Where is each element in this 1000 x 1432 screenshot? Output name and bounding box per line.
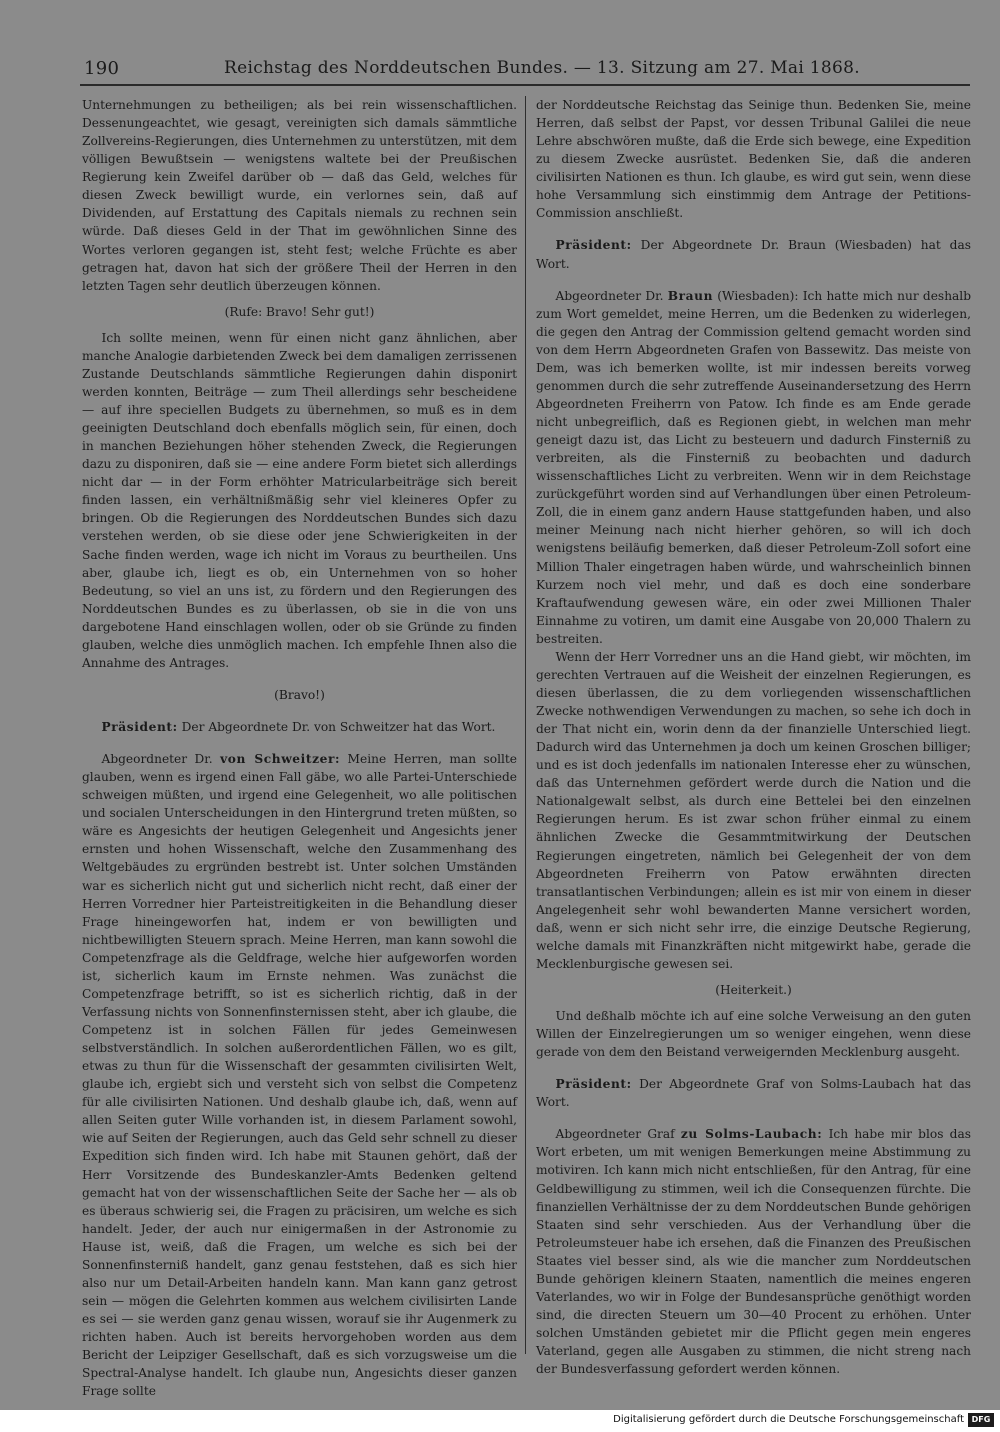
header-rule xyxy=(80,84,970,86)
speech-text: Meine Herren, man sollte glauben, wenn es irgend einen Fall gäbe, wo alle Partei-Unterschiede schweigen müßten, und irgend eine Gelegenheit, wo alle politischen und socialen Unterscheidungen in den Hintergrund treten müßten, so wäre es Angesichts der heutigen Gelegenheit und Angesichts jener ernsten und hohen Wissenschaft, welche den Zusammenhang des Weltgebäudes zu ergründen bestrebt ist. Unter solchen Umständen war es sicherlich nicht gut und sicherlich nicht recht, daß einer der Herren Vorredner hier Parteistreitigkeiten in die Behandlung dieser Frage hineingeworfen hat, indem er von bewilligten und nichtbewilligten Steuern sprach. Meine Herren, man kann sowohl die Competenzfrage als die Geldfrage, welche hier aufgeworfen worden ist, sicherlich kaum im Ernste nehmen. Was zunächst die Competenzfrage betrifft, so ist es sicherlich richtig, daß in der Verfassung nichts von Sonnenfinsternissen steht, aber ich glaube, die Competenz ist in solchen Fällen für jedes Gemeinwesen selbstverständlich. In solchen außerordentlichen Fällen, wo es gilt, etwas zu thun für die Wissenschaft der gesammten civilisirten Welt, glaube ich, ergiebt sich und versteht sich von selbst die Competenz für alle civilisirten Nationen. Und deshalb glaube ich, daß, wenn auf allen Seiten guter Wille vorhanden ist, in diesem Parlament sowohl, wie auf Seiten der Regierungen, auch das Geld sehr schnell zu dieser Expedition sich finden wird. Ich habe mit Staunen gehört, daß der Herr Vorsitzende des Bundeskanzler-Amts Bedenken geltend gemacht hat von der wissenschaftlichen Seite der Sache her — als ob es überaus schwierig sei, die Fragen zu präcisiren, um welche es sich handelt. Jeder, der auch nur einigermaßen in der Astronomie zu Hause ist, weiß, daß die Fragen, um welche es sich bei der Sonnenfinsterniß handelt, ganz genau feststehen, daß es sich hier also nur um Detail-Arbeiten handeln kann. Man kann ganz getrost sein — mögen die Gelehrten kommen aus welchem civilisirten Lande es sei — sie werden ganz genau wissen, worauf sie ihr Augenmerk zu richten haben. Auch ist bereits hervorgehoben worden aus dem Bericht der Leipziger Gesellschaft, daß es sich vorzugsweise um die Spectral-Analyse handelt. Ich glaube nun, Angesichts dieser ganzen Frage sollte xyxy=(82,752,518,1399)
speaker-name: zu Solms-Laubach: xyxy=(680,1127,823,1142)
president-announcement xyxy=(536,236,971,272)
interjection: (Heiterkeit.) xyxy=(715,982,792,997)
footer-credit: Digitalisierung gefördert durch die Deutsche Forschungsgemeinschaft xyxy=(613,1414,964,1425)
speaker-label: Präsident: xyxy=(101,720,178,734)
announcement-text: Der Abgeordnete Graf von Solms-Laubach hat das Wort. xyxy=(536,1077,971,1110)
speaker-intro: Abgeordneter Graf xyxy=(555,1127,675,1142)
president-announcement xyxy=(536,1075,971,1111)
speech-paragraph xyxy=(82,750,517,1400)
interjection: (Bravo!) xyxy=(274,687,325,702)
header-title: Reichstag des Norddeutschen Bundes. — 13. Sitzung am 27. Mai 1868. xyxy=(224,58,860,78)
dfg-logo-icon: DFG xyxy=(968,1413,994,1427)
paragraph: Wenn der Herr Vorredner uns an die Hand giebt, wir möchten, im gerechten Vertrauen auf die Weisheit der einzelnen Regierungen, es diesen überlassen, die zu dem vorliegenden wissenschaftlichen Zwecke nothwendigen Verwendungen zu machen, so sehe ich doch in der That nicht ein, worin denn da der finanzielle Unterschied liegt. Dadurch wird das Unternehmen ja doch um keinen Groschen billiger; und es ist doch jedenfalls im nationalen Interesse eher zu wünschen, daß das Unternehmen gefördert werde durch die Nation und die Nationalgewalt selbst, als durch eine Bettelei bei den einzelnen Regierungen herum. Es ist zwar schon früher einmal zu einem ähnlichen Zwecke die Gesammtmitwirkung der Deutschen Regierungen eingetreten, nämlich bei Gelegenheit der von dem Abgeordneten Freiherrn von Patow erwähnten directen transatlantischen Verbindungen; allein es ist mir von einem in dieser Angelegenheit sehr wohl bewanderten Manne versichert worden, daß, wenn er sich nicht sehr irre, die einzige Deutsche Regierung, welche damals mit Finanzkräften nicht mitgewirkt habe, gerade die Mecklenburgische gewesen sei. xyxy=(536,649,971,971)
interjection: (Rufe: Bravo! Sehr gut!) xyxy=(224,304,375,319)
announcement-text: Der Abgeordnete Dr. von Schweitzer hat das Wort. xyxy=(181,720,496,734)
speaker-label: Präsident: xyxy=(555,238,632,253)
column-divider xyxy=(525,96,526,1354)
paragraph: Und deßhalb möchte ich auf eine solche Verweisung an den guten Willen der Einzelregierungen um so weniger eingehen, wenn diese gerade von dem den Beistand verweigernden Mecklenburg ausgeht. xyxy=(536,1009,971,1060)
right-column xyxy=(536,96,971,1378)
speaker-intro: Abgeordneter Dr. xyxy=(555,288,664,303)
speaker-label: Präsident: xyxy=(555,1077,632,1092)
speech-paragraph xyxy=(536,287,971,648)
speech-paragraph xyxy=(536,1125,971,1378)
footer-bar xyxy=(0,1410,1000,1432)
president-announcement xyxy=(82,718,517,736)
page-number: 190 xyxy=(84,58,120,79)
speech-text: (Wiesbaden): Ich hatte mich nur deshalb zum Wort gemeldet, meine Herren, um die Bedenken zu widerlegen, die gegen den Antrag der Commission geltend gemacht worden sind von dem Herrn Abgeordneten Grafen von Bassewitz. Das meiste von Dem, was ich bemerken wollte, ist mir indessen bereits vorweg genommen durch die sehr zutreffende Auseinandersetzung des Herrn Abgeordneten Freiherrn von Patow. Ich finde es am Ende gerade nicht unbegreiflich, daß es Regionen giebt, in welchen man mehr geneigt dazu ist, das Licht zu besteuern und dadurch Finsterniß zu verbreiten, als die Finsterniß zu beobachten und dadurch wissenschaftliches Licht zu verbreiten. Wenn wir in dem Reichstage zurückgeführt worden sind auf Verhandlungen über einen Petroleum-Zoll, die in einem ganz andern Hause stattgefunden haben, und also meiner Meinung nach nicht hierher gehören, so will ich doch wenigstens beiläufig bemerken, daß dieser Petroleum-Zoll sofort eine Million Thaler eingetragen haben würde, und wahrscheinlich binnen Kurzem noch viel mehr, und daß es doch eine sonderbare Kraftaufwendung gewesen wäre, ein oder zwei Millionen Thaler Einnahme zu votiren, um damit eine Ausgabe von 20,000 Thalern zu bestreiten. xyxy=(536,288,972,646)
paragraph: Unternehmungen zu betheiligen; als bei rein wissenschaftlichen. Dessenungeachtet, wie gesagt, vereinigten sich damals sämmtliche Zollvereins-Regierungen, dies Unternehmen zu unterstützen, mit dem völligen Bewußtsein — wenigstens waltete bei der Preußischen Regierung kein Zweifel darüber ob — daß das Geld, welches für diesen Zweck bewilligt wurde, ein verlornes sein, daß auf Dividenden, auf Erstattung des Capitals niemals zu rechnen sein würde. Daß dieses Geld in der That im gewöhnlichen Sinne des Wortes verloren gegangen ist, steht fest; welche Früchte es aber getragen hat, davon hat sich der größere Theil der Herren in den letzten Tagen sehr deutlich überzeugen können. xyxy=(82,98,517,293)
speaker-name: von Schweitzer: xyxy=(220,752,341,767)
paragraph: Ich sollte meinen, wenn für einen nicht ganz ähnlichen, aber manche Analogie darbietenden Zweck bei dem damaligen zerrissenen Zustande Deutschlands sämmtliche Regierungen dahin disponirt werden konnten, Beiträge — zum Theil allerdings sehr bescheidene — auf ihre speciellen Budgets zu übernehmen, so muß es in dem geeinigten Deutschland doch ebenfalls möglich sein, für einen, doch in manchen Beziehungen höher stehenden Zweck, die Regierungen dazu zu disponiren, daß sie — eine andere Form bietet sich allerdings nicht dar — in der Form erhöhter Matricularbeiträge sich bereit finden lassen, ein verhältnißmäßig sehr viel kleineres Opfer zu bringen. Ob die Regierungen des Norddeutschen Bundes sich dazu verstehen werden, ob sie diese oder jene Schwierigkeiten in der Sache finden werden, wage ich nicht im Voraus zu beurtheilen. Uns aber, glaube ich, liegt es ob, ein Unternehmen von so hoher Bedeutung, so viel an uns ist, zu fördern und den Regierungen des Norddeutschen Bundes es zu überlassen, ob sie in die von uns dargebotene Hand einschlagen wollen, oder ob sie Gründe zu finden glauben, welche dies unmöglich machen. Ich empfehle Ihnen also die Annahme des Antrages. xyxy=(82,330,517,670)
speaker-intro: Abgeordneter Dr. xyxy=(101,752,213,767)
running-head xyxy=(84,56,964,84)
speaker-name: Braun xyxy=(667,288,714,303)
left-column xyxy=(82,96,517,1400)
announcement-text: Der Abgeordnete Dr. Braun (Wiesbaden) hat das Wort. xyxy=(536,238,971,271)
paragraph: der Norddeutsche Reichstag das Seinige thun. Bedenken Sie, meine Herren, daß selbst der Papst, vor dessen Tribunal Galilei die neue Lehre abschwören mußte, daß die Erde sich bewege, eine Expedition zu diesem Zwecke ausrüstet. Bedenken Sie, daß die anderen civilisirten Nationen es thun. Ich glaube, es wird gut sein, wenn diese hohe Versammlung sich einstimmig dem Antrage der Petitions-Commission anschließt. xyxy=(536,98,971,221)
speech-text: Ich habe mir blos das Wort erbeten, um mit wenigen Bemerkungen meine Abstimmung zu motiviren. Ich kann mich nicht entschließen, für den Antrag, für eine Geldbewilligung zu stimmen, weil ich die Consequenzen fürchte. Die finanziellen Verhältnisse der zu dem Norddeutschen Bunde gehörigen Staaten sind sehr verschieden. Aus der Verhandlung über die Petroleumsteuer habe ich ersehen, daß die Finanzen des Preußischen Staates viel besser sind, als wie die mancher zum Norddeutschen Bunde gehörigen kleinern Staaten, namentlich die meines engeren Vaterlandes, wo wir in Folge der Bundesansprüche genöthigt worden sind, die directen Steuern um 30—40 Procent zu erhöhen. Unter solchen Umständen gebietet mir die Pflicht gegen mein engeres Vaterland, gegen alle Ausgaben zu stimmen, die nicht streng nach der Bundesverfassung gefordert werden können. xyxy=(536,1127,972,1377)
